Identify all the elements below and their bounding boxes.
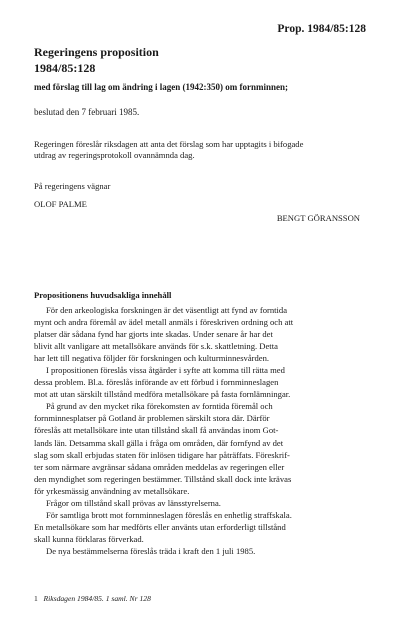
footnote-source: Riksdagen 1984/85. 1 saml. Nr 128: [43, 594, 151, 603]
summary-line: dessa problem. Bl.a. föreslås införande av ett förbud i fornminneslagen: [34, 377, 279, 388]
on-behalf-line: På regeringens vägnar: [34, 181, 111, 191]
intro-paragraph: Regeringen föreslår riksdagen att anta det förslag som har upptagits i bifogade utdrag av regeringsprotokoll ovannämnda dag.: [34, 139, 304, 161]
summary-line: fornminnesplatser på Gotland är problemen särskilt stora där. Därför: [34, 413, 270, 424]
summary-line: har lett till negativa följder för forskningen och kulturminnesvården.: [34, 353, 270, 364]
title-line-2: 1984/85:128: [34, 61, 96, 75]
summary-line: mynt och andra föremål av ädel metall anmäls i föreskriven ordning och att: [34, 317, 294, 328]
summary-line: En metallsökare som har medförts eller använts utan erforderligt tillstånd: [34, 521, 286, 532]
decision-date: beslutad den 7 februari 1985.: [34, 107, 140, 117]
summary-line: blivit allt vanligare att metallsökare används för s.k. skattletning. Detta: [34, 341, 278, 352]
summary-line: De nya bestämmelserna föreslås träda i kraft den 1 juli 1985.: [46, 545, 256, 556]
summary-line: platser där sådana fynd har gjorts inte skadas. Under senare år har det: [34, 329, 273, 340]
summary-line: På grund av den mycket rika förekomsten av forntida föremål och: [46, 401, 273, 412]
summary-body: [34, 304, 366, 557]
document-title: [34, 44, 159, 76]
signature-prime-minister: OLOF PALME: [34, 199, 87, 209]
summary-line: föreslås att metallsökare inte utan tillstånd skall få användas inom Got-: [34, 425, 279, 436]
signature-minister: BENGT GÖRANSSON: [276, 213, 360, 223]
summary-line: För den arkeologiska forskningen är det väsentligt att fynd av forntida: [46, 305, 288, 315]
summary-line: den myndighet som regeringen bestämmer. Tillstånd skall dock inte krävas: [34, 473, 292, 484]
footnote: [34, 594, 151, 603]
summary-line: slag som skall erbjudas staten för inlösen tidigare har påträffats. Föreskrif-: [34, 449, 290, 460]
title-line-1: Regeringens proposition: [34, 45, 159, 59]
summary-line: Frågor om tillstånd skall prövas av länsstyrelserna.: [46, 497, 221, 508]
footnote-number: 1: [34, 594, 38, 603]
summary-line: lands län. Detsamma skall gälla i fråga om områden, där fornfynd av det: [34, 437, 284, 448]
document-subtitle: med förslag till lag om ändring i lagen (1942:350) om fornminnen;: [34, 82, 288, 92]
summary-line: I propositionen föreslås vissa åtgärder i syfte att komma till rätta med: [46, 365, 285, 376]
summary-line: För samtliga brott mot fornminneslagen föreslås en enhetlig straffskala.: [46, 509, 292, 520]
summary-heading: Propositionens huvudsakliga innehåll: [34, 290, 172, 300]
summary-line: skall kunna förklaras förverkad.: [34, 533, 144, 544]
summary-line: mot att utan särskilt tillstånd medföra metallsökare på fasta fornlämningar.: [34, 389, 291, 400]
proposition-reference: Prop. 1984/85:128: [277, 23, 366, 35]
summary-line: ter som närmare avgränsar sådana områden meddelas av regeringen eller: [34, 461, 285, 472]
summary-line: för yrkesmässig användning av metallsökare.: [34, 485, 190, 496]
